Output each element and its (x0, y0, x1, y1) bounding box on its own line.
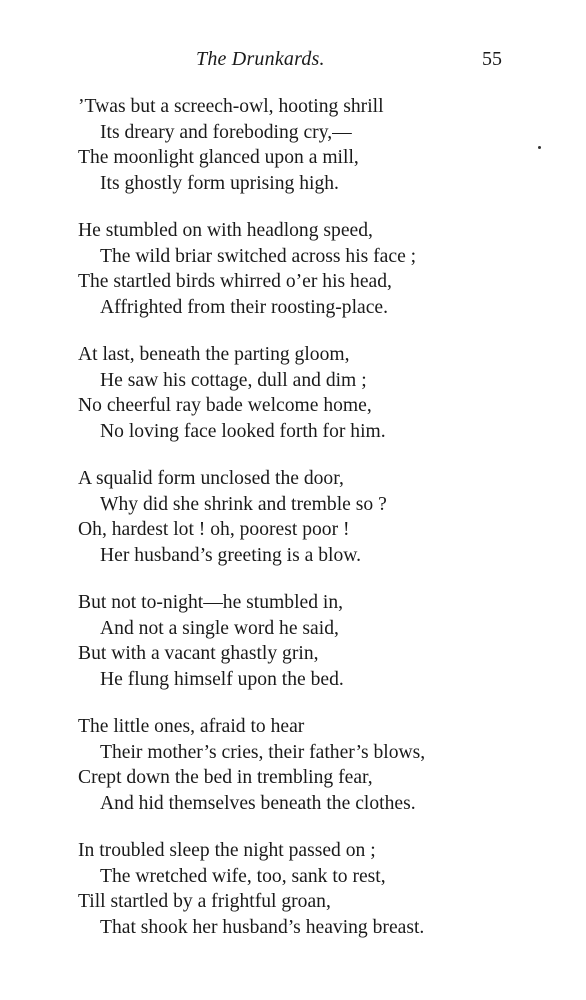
stanza-2 (78, 218, 538, 320)
ink-speck (538, 146, 541, 149)
poem-line: Her husband’s greeting is a blow. (100, 544, 362, 566)
running-head (0, 48, 586, 76)
stanza-5 (78, 590, 538, 692)
poem-line: At last, beneath the parting gloom, (78, 344, 350, 365)
poem-line: He flung himself upon the bed. (100, 668, 344, 690)
poem-body (78, 94, 538, 962)
poem-line: But with a vacant ghastly grin, (78, 643, 319, 664)
poem-line: And hid themselves beneath the clothes. (100, 792, 416, 814)
poem-line: Their mother’s cries, their father’s blows, (100, 741, 426, 763)
stanza-4 (78, 466, 538, 568)
poem-line: The moonlight glanced upon a mill, (78, 147, 359, 168)
poem-line: No cheerful ray bade welcome home, (78, 395, 372, 416)
poem-line: He saw his cottage, dull and dim ; (100, 369, 367, 391)
stanza-6 (78, 714, 538, 816)
stanza-3 (78, 342, 538, 444)
stanza-7 (78, 838, 538, 940)
poem-line: Oh, hardest lot ! oh, poorest poor ! (78, 519, 350, 540)
poem-line: That shook her husband’s heaving breast. (100, 916, 425, 938)
poem-line: He stumbled on with headlong speed, (78, 220, 373, 241)
poem-line: Affrighted from their roosting-place. (100, 296, 389, 318)
poem-line: Its ghostly form uprising high. (100, 172, 339, 194)
poem-line: A squalid form unclosed the door, (78, 468, 344, 489)
poem-line: But not to-night—he stumbled in, (78, 592, 344, 613)
poem-line: ’Twas but a screech-owl, hooting shrill (78, 96, 384, 117)
poem-line: The wretched wife, too, sank to rest, (100, 865, 386, 887)
poem-line: Its dreary and foreboding cry,— (100, 121, 352, 143)
page-number: 55 (482, 48, 502, 70)
running-title: The Drunkards. (196, 48, 325, 70)
poem-line: The startled birds whirred o’er his head, (78, 271, 392, 292)
poem-line: Crept down the bed in trembling fear, (78, 767, 373, 788)
poem-line: Why did she shrink and tremble so ? (100, 493, 387, 515)
poem-line: The wild briar switched across his face ; (100, 245, 417, 267)
poem-line: No loving face looked forth for him. (100, 420, 386, 442)
stanza-1 (78, 94, 538, 196)
poem-line: In troubled sleep the night passed on ; (78, 840, 376, 861)
poem-line: The little ones, afraid to hear (78, 716, 305, 737)
poem-line: Till startled by a frightful groan, (78, 891, 331, 912)
poem-line: And not a single word he said, (100, 617, 339, 639)
